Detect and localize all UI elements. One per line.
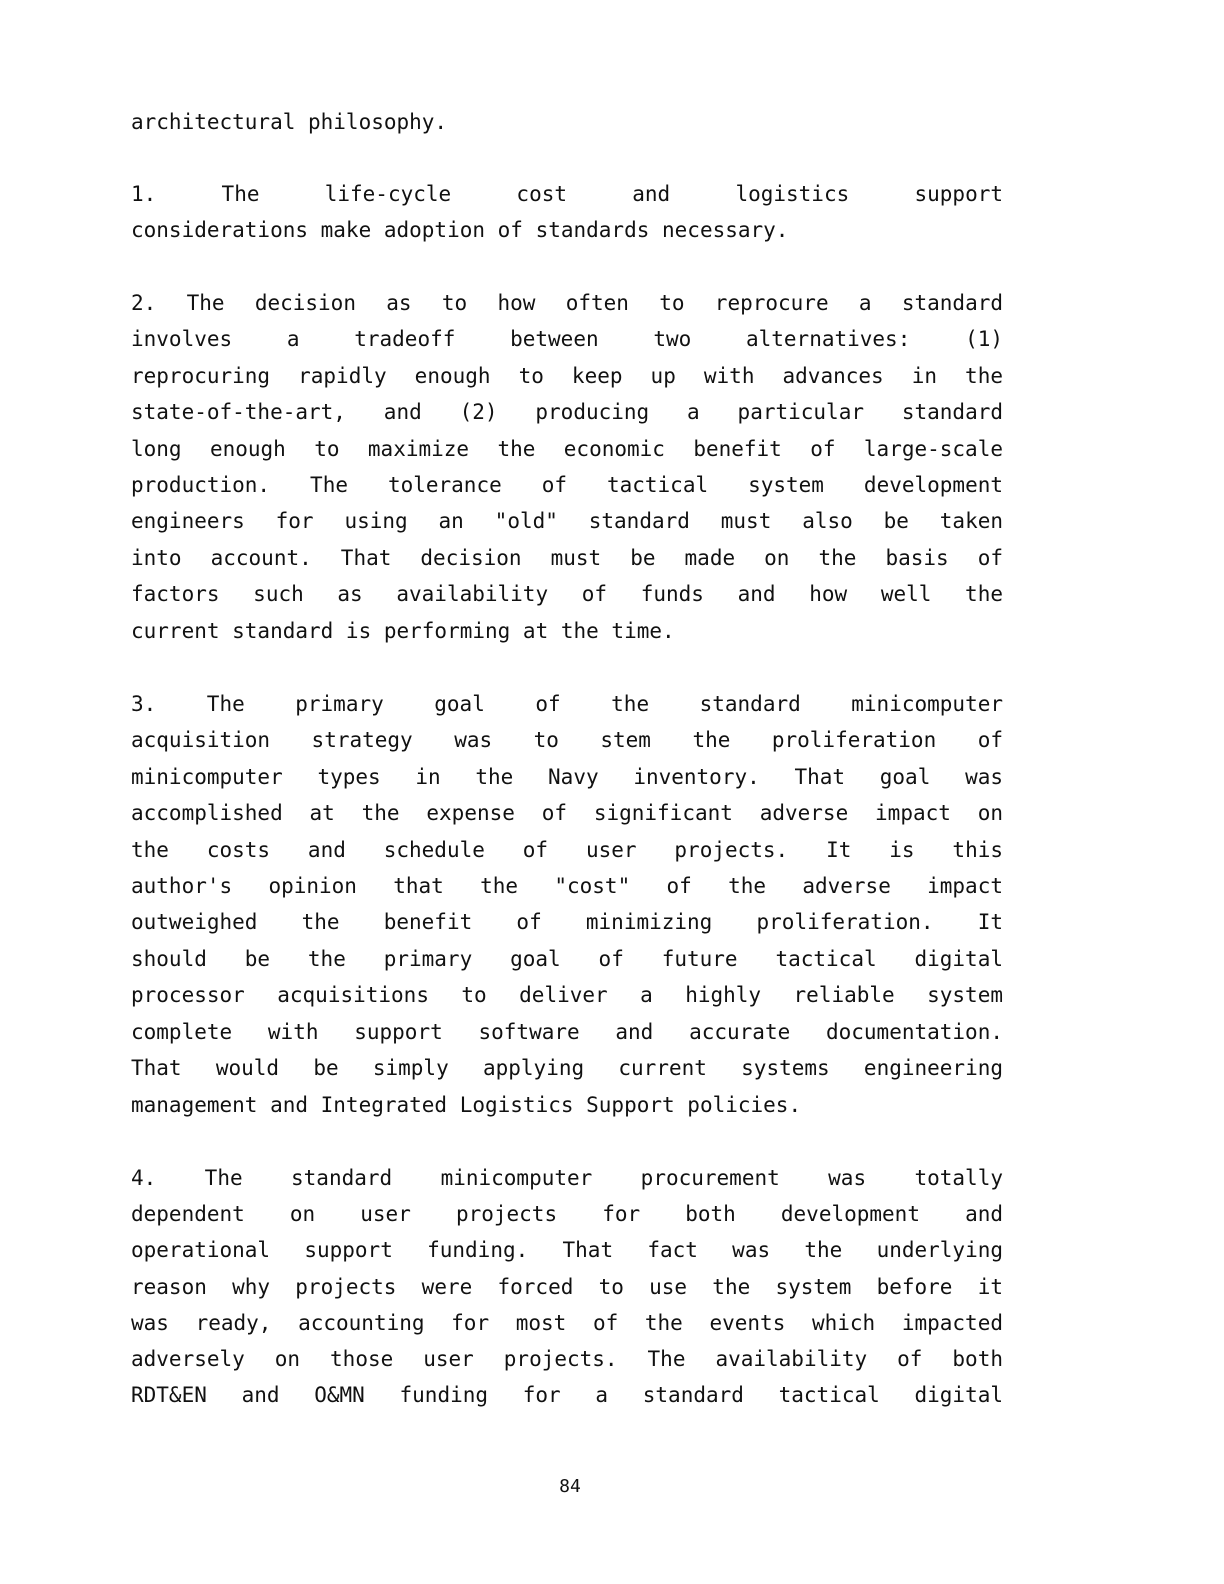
text-line: long enough to maximize the economic benefit of large-scale xyxy=(131,437,1003,461)
text-line: considerations make adoption of standards necessary. xyxy=(131,218,789,242)
text-line: author's opinion that the "cost" of the adverse impact xyxy=(131,874,1003,898)
text-line: engineers for using an "old" standard must also be taken xyxy=(131,509,1003,533)
text-line: 1. The life-cycle cost and logistics support xyxy=(131,182,1003,206)
text-line: minicomputer types in the Navy inventory. That goal was xyxy=(131,765,1003,789)
text-line: state-of-the-art, and (2) producing a particular standard xyxy=(131,400,1003,424)
text-line: outweighed the benefit of minimizing proliferation. It xyxy=(131,910,1003,934)
text-line: into account. That decision must be made on the basis of xyxy=(131,546,1003,570)
text-line: processor acquisitions to deliver a highly reliable system xyxy=(131,983,1003,1007)
text-line: adversely on those user projects. The availability of both xyxy=(131,1347,1003,1371)
text-line: accomplished at the expense of significant adverse impact on xyxy=(131,801,1003,825)
text-line: factors such as availability of funds and how well the xyxy=(131,582,1003,606)
text-line: operational support funding. That fact was the underlying xyxy=(131,1238,1003,1262)
text-line: reason why projects were forced to use the system before it xyxy=(131,1275,1003,1299)
text-line: involves a tradeoff between two alternatives: (1) xyxy=(131,327,1003,351)
text-line: 4. The standard minicomputer procurement was totally xyxy=(131,1166,1003,1190)
text-line: acquisition strategy was to stem the proliferation of xyxy=(131,728,1003,752)
text-line: current standard is performing at the time. xyxy=(131,619,675,643)
text-line: dependent on user projects for both development and xyxy=(131,1202,1003,1226)
text-line: the costs and schedule of user projects. It is this xyxy=(131,838,1003,862)
page-number: 84 xyxy=(559,1476,581,1497)
text-line: 3. The primary goal of the standard minicomputer xyxy=(131,692,1003,716)
text-line: was ready, accounting for most of the events which impacted xyxy=(131,1311,1003,1335)
text-line: architectural philosophy. xyxy=(131,110,448,134)
text-line: production. The tolerance of tactical system development xyxy=(131,473,1003,497)
text-line: complete with support software and accurate documentation. xyxy=(131,1020,1003,1044)
text-line: should be the primary goal of future tactical digital xyxy=(131,947,1003,971)
text-line: That would be simply applying current systems engineering xyxy=(131,1056,1003,1080)
text-line: 2. The decision as to how often to reprocure a standard xyxy=(131,291,1003,315)
text-line: management and Integrated Logistics Support policies. xyxy=(131,1093,802,1117)
text-line: RDT&EN and O&MN funding for a standard tactical digital xyxy=(131,1383,1003,1407)
text-line: reprocuring rapidly enough to keep up with advances in the xyxy=(131,364,1003,388)
